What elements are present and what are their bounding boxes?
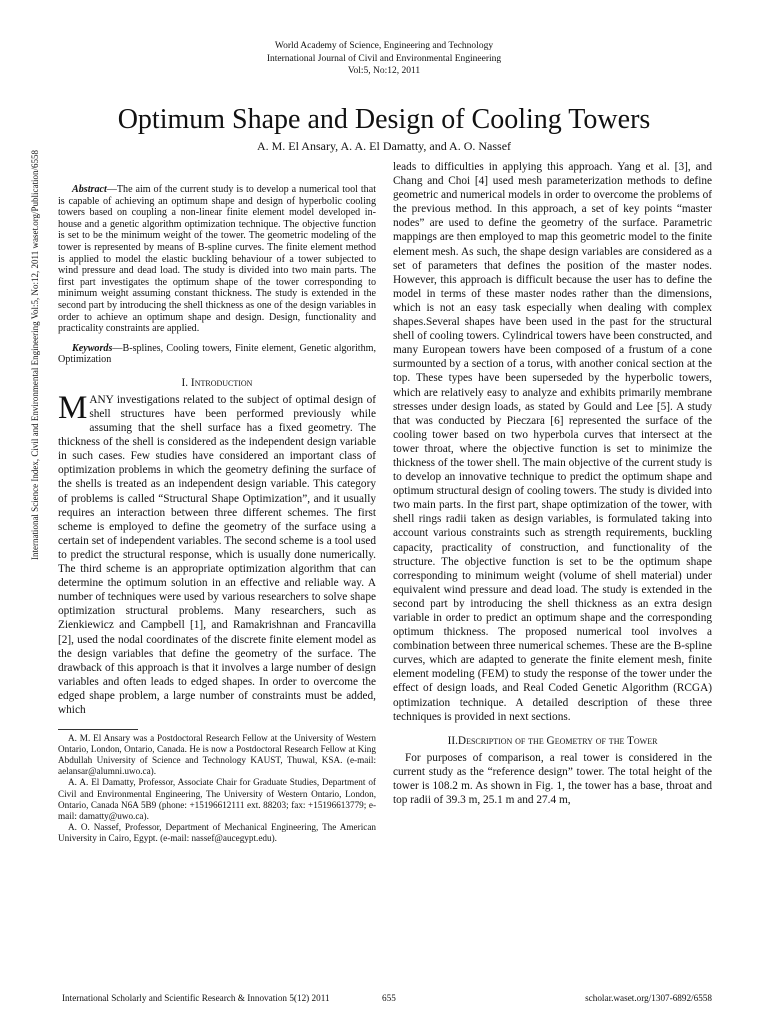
paper-authors: A. M. El Ansary, A. A. El Damatty, and A. O. Nassef (256, 139, 512, 153)
footer-url[interactable]: scholar.waset.org/1307-6892/6558 (585, 993, 712, 1003)
paper-title: Optimum Shape and Design of Cooling Towers (117, 104, 651, 135)
left-column (58, 160, 376, 998)
abstract-label: Abstract (72, 184, 107, 195)
footnote-divider (58, 729, 138, 730)
introduction-paragraph (58, 389, 376, 717)
keywords-text: —B-splines, Cooling towers, Finite element, Genetic algorithm, Optimization (58, 342, 376, 366)
abstract (58, 184, 376, 335)
header-journal: International Journal of Civil and Environmental Engineering (266, 53, 502, 64)
header-publisher: World Academy of Science, Engineering and Technology (274, 41, 494, 51)
geometry-paragraph: For purposes of comparison, a real tower is considered in the current study as the “reference design” tower. The total height of the tower is 108.2 m. As shown in Fig. 1, the tower has a base, throat and top radii of 39.3 m, 25.1 m and 27.4 m, (393, 751, 712, 807)
keywords-label: Keywords (72, 342, 113, 354)
footnote-author-3: A. O. Nassef, Professor, Department of Mechanical Engineering, The American University in Cairo, Egypt. (e-mail: nassef@aucegypt.edu). (58, 821, 376, 843)
introduction-text: ANY investigations related to the subject of optimal design of shell structures have been performed previously while assuming that the shell surface has a fixed geometry. The thickness of the shell is considered as the independent design variable in such cases. Few studies have considered an important class of optimization problems in which the geometry defining the surface of the shells is treated as an independent design variable. This category of problems is called “Structural Shape Optimization”, and it usually requires an interaction between three different schemes. The first scheme is employed to define the geometry of the surface using a certain set of independent variables. The second scheme is a tool used to predict the structural response, which is usually done numerically. The third scheme is an appropriate optimization algorithm that can determine the optimum solution in an effective and reliable way. A number of techniques were used by various researchers to solve shape optimization structural problems. Many researchers, such as Zienkiewicz and Campbell [1], and Ramakrishnan and Francavilla [2], used the nodal coordinates of the discrete finite element model as the design variables that define the geometry of the surface. The drawback of this approach is that it involves a large number of design variables and often leads to edged shapes. In order to overcome the edged shape problem, a large number of constraints must be added, which (58, 393, 376, 716)
drop-cap: M (58, 389, 88, 426)
footnote-author-1: A. M. El Ansary was a Postdoctoral Research Fellow at the University of Western Ontario, London, Ontario, Canada. He is now a Postdoctoral Research Fellow at King Abdullah University of Science and Technology KAUST, Thuwal, KSA. (e-mail: aelansar@alumni.uwo.ca). (58, 733, 376, 777)
abstract-text: —The aim of the current study is to develop a numerical tool that is capable of achieving an optimum shape and design of hyperbolic cooling towers based on coupling a non-linear finite element model developed in-house and a genetic algorithm optimization technique. The objective function is set to be the minimum weight of the tower. The geometric modeling of the tower is represented by means of B-spline curves. The finite element method is applied to model the elastic buckling behaviour of a tower subjected to wind pressure and dead load. The study is divided into two main parts. The first part investigates the optimum shape of the tower corresponding to minimum weight assuming constant thickness. The study is extended in the second part by introducing the shell thickness as one of the design variables in order to achieve an optimum shape and design. Design, functionality and practicality constraints are applied. (58, 184, 376, 335)
body-paragraph-continued: leads to difficulties in applying this approach. Yang et al. [3], and Chang and Choi [4] used mesh parameterization methods to define geometric and numerical models in order to overcome the problems of the previous method. In this approach, a set of key points “master nodes” are used to define the geometry of the surface. Parametric mappings are then employed to map this geometric model to the finite element mesh. As such, the shape design variables are considered as a set of parameters that defines the position of the master nodes. However, this approach is difficult because the user has to define the model in terms of these master nodes rather than the dimensions, which is not an easy task especially when dealing with complex shapes.Several shapes have been used in the past for the structural shell of cooling towers. Cylindrical towers have been constructed, and many European towers have been composed of a frustum of a cone surmounted by a section of a torus, with another conical section at the top. These types have been superseded by the hyperbolic towers, which are relatively easy to analyze and exhibits primarily membrane stresses under design loads, as stated by Gould and Lee [5]. A study that was conducted by Pieczara [6] represented the surface of the cooling tower based on two hyperbola curves that intersect at the tower throat, where the objective function is set to minimize the thickness of the tower shell. The main objective of the current study is to develop an innovative technique to predict the optimum shape and optimum structural design of cooling towers. The study is divided into two main parts. In the first part, shape optimization of the tower, with shell rings radii taken as design variables, is formulated taking into account various constraints such as strength requirements, buckling capacity, practicality of construction, and functionality of the structure. The objective function is set to be the optimum shape corresponding to minimum weight (volume of shell material) under equivalent wind pressure and dead load. The study is extended in the second part by introducing the shell thickness as an extra design variable in order to predict an optimum shape and the corresponding optimum thickness. The proposed numerical tool involves a combination between three numerical schemes. These are the B-spline curves, which are adapted to generate the finite element mesh, finite element modeling (FEM) to study the response of the tower under the effect of design loads, and Real Coded Genetic Algorithm (RCGA) optimization technique. A detailed description of these three techniques is provided in next sections. (393, 161, 712, 723)
section-heading-introduction: I. Introduction (181, 376, 253, 389)
right-column (393, 160, 712, 998)
journal-header (0, 40, 768, 78)
page-number: 655 (382, 993, 396, 1003)
footer-publisher: International Scholarly and Scientific Research & Innovation 5(12) 2011 (62, 993, 330, 1003)
page-footer (0, 991, 768, 1005)
keywords (58, 343, 376, 366)
section-heading-geometry: II.Description of the Geometry of the Tower (447, 734, 658, 747)
header-volume: Vol:5, No:12, 2011 (347, 66, 421, 76)
footnote-author-2: A. A. El Damatty, Professor, Associate Chair for Graduate Studies, Department of Civil and Environmental Engineering, The University of Western Ontario, London, Ontario, Canada N6A 5B9 (phone: +15196612111 ext. 88203; fax: +15196613779; e-mail: damatty@uwo.ca). (58, 777, 376, 821)
sidebar-citation: International Science Index, Civil and Environmental Engineering Vol:5, No:12, 2011 waset.org/Publication/6558 (30, 149, 40, 561)
